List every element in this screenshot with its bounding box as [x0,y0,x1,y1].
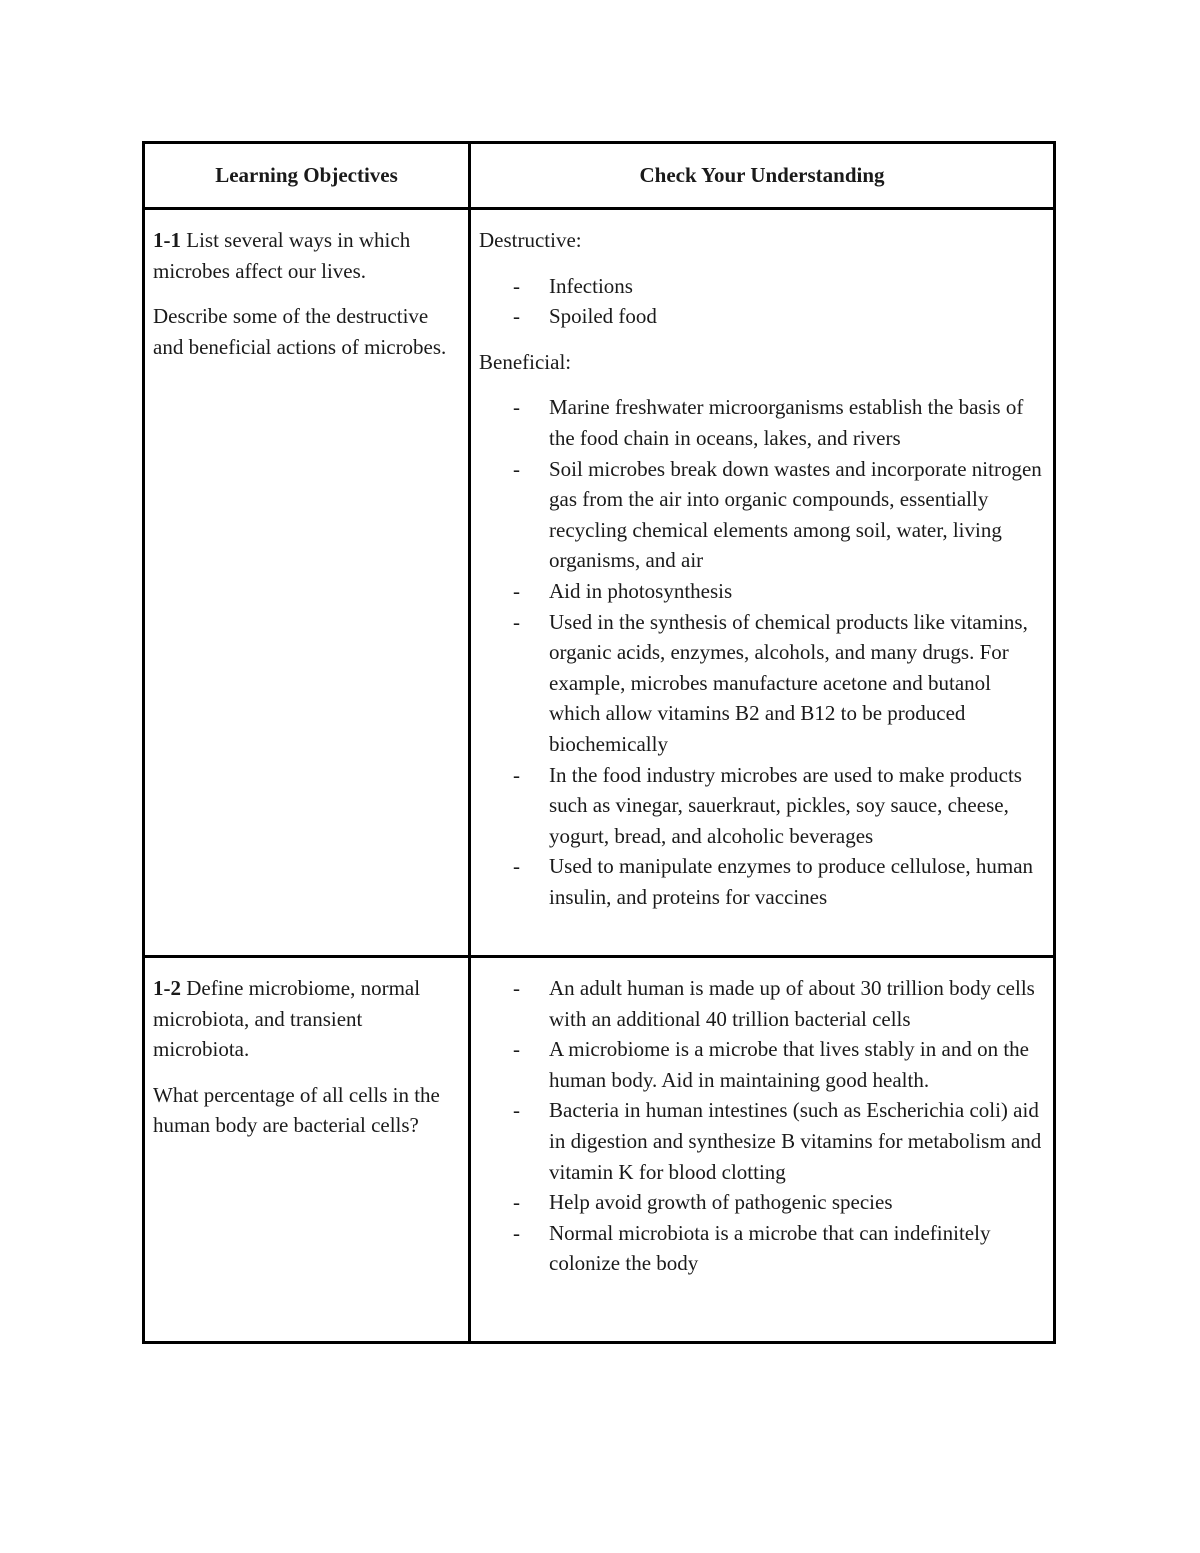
objective-cell [144,209,470,957]
beneficial-list [479,392,1045,912]
beneficial-label: Beneficial: [479,349,572,374]
list-item: - Soil microbes break down wastes and incorporate nitrogen gas from the air into organic compounds, essentially recycling chemical elements among soil, water, living organisms, and air [513,456,1042,573]
understanding-cell [470,957,1055,1343]
objective-cell [144,957,470,1343]
table-row [144,957,1055,1343]
list-item: - Bacteria in human intestines (such as Escherichia coli) aid in digestion and synthesize B vitamins for metabolism and vitamin K for blood clotting [513,1098,1042,1184]
objective-text: Describe some of the destructive and beneficial actions of microbes. [153,304,447,359]
destructive-list [479,271,1045,332]
objective-text: Define microbiome, normal microbiota, and transient microbiota. [153,976,421,1062]
list-item: - Infections [513,273,633,298]
list-item: - Used to manipulate enzymes to produce cellulose, human insulin, and proteins for vaccines [513,854,1034,909]
destructive-label: Destructive: [479,228,582,252]
table-header-row [144,143,1055,209]
objective-code: 1-2 [153,976,181,1000]
list-item: - Aid in photosynthesis [513,578,733,603]
list-item: - Spoiled food [513,304,657,329]
list-item: - Marine freshwater microorganisms establish the basis of the food chain in oceans, lakes, and rivers [513,395,1024,450]
header-check-understanding: Check Your Understanding [470,143,1055,209]
objective-code: 1-1 [153,228,181,252]
table-row [144,209,1055,957]
objective-text: List several ways in which microbes affect our lives. [153,228,411,283]
list-item: - Help avoid growth of pathogenic species [513,1190,893,1215]
header-learning-objectives: Learning Objectives [144,143,470,209]
list-item: - Used in the synthesis of chemical products like vitamins, organic acids, enzymes, alcohols, and many drugs. For example, microbes manufacture acetone and butanol which allow vitamins B2 and B12 to be produced biochemically [513,609,1028,756]
learning-objectives-table [142,141,1056,1344]
microbiome-list [479,973,1045,1279]
list-item: - In the food industry microbes are used to make products such as vinegar, sauerkraut, pickles, soy sauce, cheese, yogurt, bread, and alcoholic beverages [513,762,1022,848]
objective-text: What percentage of all cells in the human body are bacterial cells? [153,1082,440,1138]
list-item: - Normal microbiota is a microbe that can indefinitely colonize the body [513,1220,991,1276]
list-item: - A microbiome is a microbe that lives stably in and on the human body. Aid in maintaining good health. [513,1037,1029,1092]
understanding-cell [470,209,1055,957]
list-item: - An adult human is made up of about 30 trillion body cells with an additional 40 trillion bacterial cells [513,976,1035,1031]
